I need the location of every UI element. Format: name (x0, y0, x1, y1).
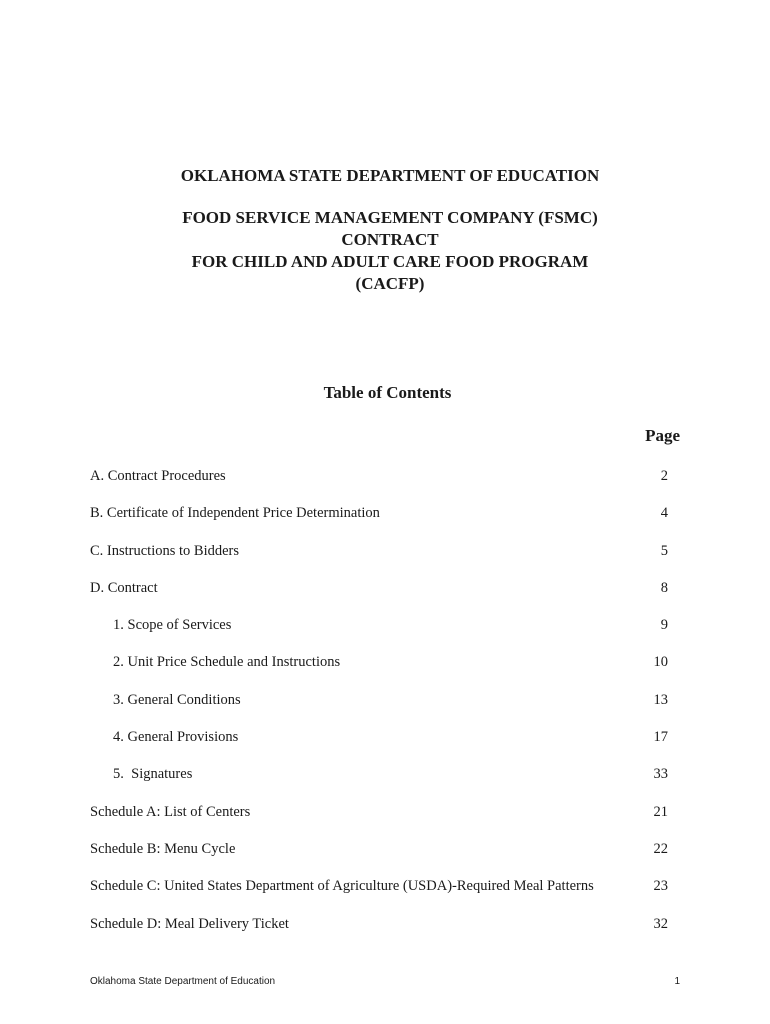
toc-entry-page: 32 (653, 915, 668, 932)
toc-entry (90, 468, 670, 505)
toc-entry-label: B. Certificate of Independent Price Determination (90, 505, 380, 522)
toc-entry (90, 878, 670, 915)
toc-entry (90, 580, 670, 617)
toc-entry-page: 22 (653, 840, 668, 857)
toc-entry-label: 3. General Conditions (113, 691, 241, 708)
contract-title-line-1: FOOD SERVICE MANAGEMENT COMPANY (FSMC) (182, 208, 598, 227)
toc-page-column-heading: Page (645, 426, 680, 445)
toc-entry-page: 2 (660, 468, 668, 484)
toc-entry-label: 4. General Provisions (113, 729, 239, 746)
contract-title-line-4: (CACFP) (355, 274, 425, 293)
toc-entry-page: 33 (653, 766, 668, 783)
title-block (0, 165, 770, 295)
footer-page-number: 1 (674, 976, 680, 987)
toc-subentry (90, 766, 670, 803)
toc-entry-label: Schedule D: Meal Delivery Ticket (90, 915, 289, 932)
agency-title: OKLAHOMA STATE DEPARTMENT OF EDUCATION (180, 166, 600, 185)
contract-title-line-2: CONTRACT (341, 230, 439, 249)
footer-agency: Oklahoma State Department of Education (90, 976, 276, 987)
toc-entry (90, 916, 670, 953)
toc-entry-page: 17 (653, 729, 668, 746)
toc-entry (90, 841, 670, 878)
toc-entry-label: 2. Unit Price Schedule and Instructions (113, 654, 341, 671)
toc-entry-label: Schedule B: Menu Cycle (90, 840, 236, 857)
toc-entry (90, 804, 670, 841)
toc-entry-page: 9 (660, 617, 668, 634)
toc-subentry (90, 729, 670, 766)
toc-entry-label: Schedule C: United States Department of Agriculture (USDA)-Required Meal Patterns (90, 878, 594, 895)
toc-entry-page: 23 (653, 878, 668, 895)
toc-entry-label: C. Instructions to Bidders (90, 542, 240, 559)
toc-entry (90, 543, 670, 580)
toc-list (90, 468, 670, 953)
toc-subentry (90, 617, 670, 654)
toc-entry-page: 8 (660, 579, 668, 596)
contract-title-line-3: FOR CHILD AND ADULT CARE FOOD PROGRAM (191, 252, 589, 271)
toc-entry-label: D. Contract (90, 579, 158, 596)
toc-entry-label: 1. Scope of Services (113, 617, 232, 634)
toc-entry-page: 4 (660, 505, 668, 522)
toc-entry-label: A. Contract Procedures (90, 468, 226, 484)
toc-entry-label: Schedule A: List of Centers (90, 803, 251, 820)
toc-subentry (90, 654, 670, 691)
toc-entry-page: 5 (660, 542, 668, 559)
toc-entry-label: 5. Signatures (113, 766, 193, 783)
toc-entry (90, 505, 670, 542)
toc-entry-page: 13 (653, 691, 668, 708)
toc-entry-page: 10 (653, 654, 668, 671)
toc-subentry (90, 692, 670, 729)
toc-entry-page: 21 (653, 803, 668, 820)
toc-heading: Table of Contents (323, 383, 452, 402)
